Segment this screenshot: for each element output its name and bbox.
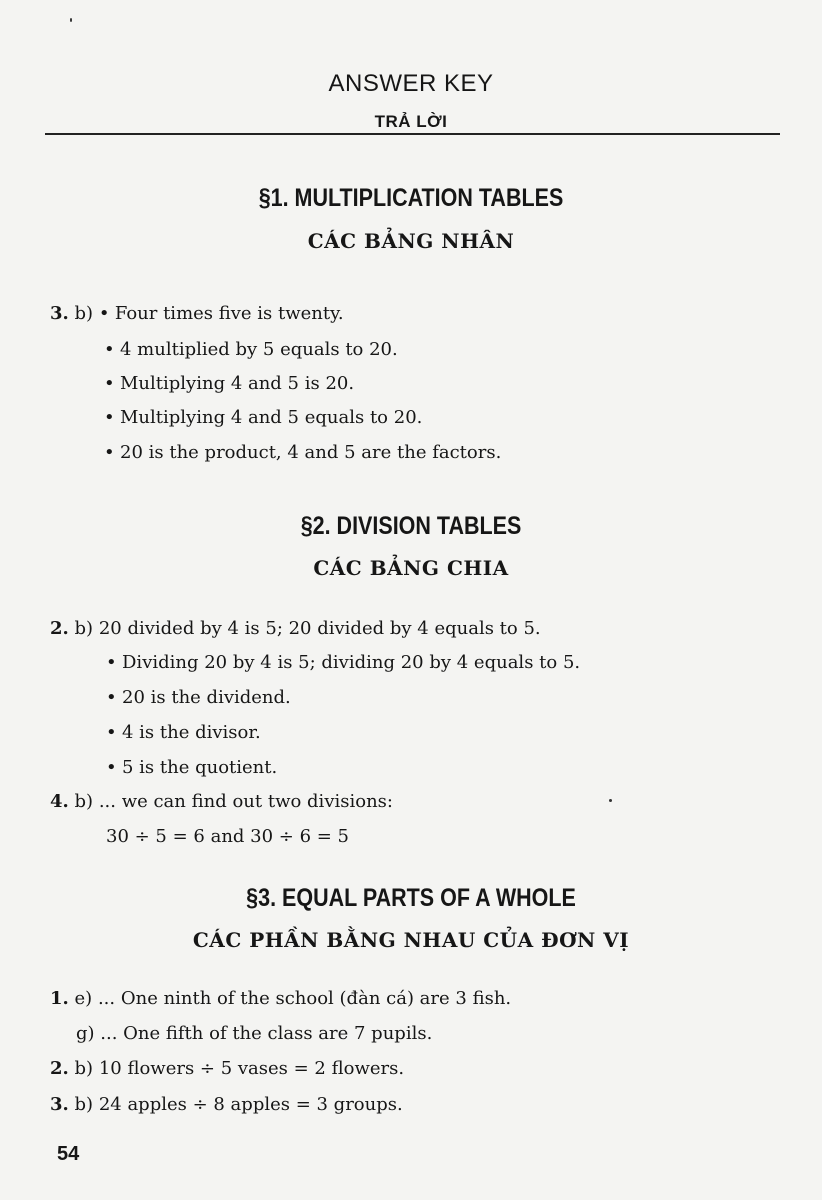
bullet-icon: • bbox=[98, 303, 110, 324]
section-3-title: §3. EQUAL PARTS OF A WHOLE bbox=[246, 884, 576, 912]
exercise-number: 1. bbox=[50, 988, 69, 1009]
answer-line bbox=[104, 339, 398, 360]
exercise-number: 2. bbox=[50, 1058, 69, 1079]
section-2-subtitle: CÁC BẢNG CHIA bbox=[313, 556, 509, 580]
section-1-title: §1. MULTIPLICATION TABLES bbox=[258, 184, 564, 212]
answer-line bbox=[104, 407, 422, 428]
bullet-icon: • bbox=[104, 407, 115, 428]
bullet-icon: • bbox=[104, 373, 115, 394]
answer-text: ... we can find out two divisions: bbox=[98, 791, 393, 812]
answer-text: Dividing 20 by 4 is 5; dividing 20 by 4 equals to 5. bbox=[122, 652, 581, 673]
item-label: b) bbox=[74, 1058, 94, 1079]
header-divider bbox=[45, 133, 780, 135]
answer-text: 20 divided by 4 is 5; 20 divided by 4 equals to 5. bbox=[98, 618, 541, 639]
answer-line bbox=[50, 1094, 403, 1115]
answer-line bbox=[106, 652, 580, 673]
answer-key-title: ANSWER KEY bbox=[328, 70, 494, 97]
answer-line bbox=[104, 373, 354, 394]
answer-text: Multiplying 4 and 5 equals to 20. bbox=[120, 407, 423, 428]
bullet-icon: • bbox=[106, 757, 117, 778]
answer-line bbox=[76, 1023, 432, 1044]
answer-text: Multiplying 4 and 5 is 20. bbox=[120, 373, 355, 394]
answer-line bbox=[106, 757, 277, 778]
item-label: g) bbox=[76, 1023, 95, 1044]
answer-line bbox=[106, 826, 349, 847]
section-1-subtitle: CÁC BẢNG NHÂN bbox=[307, 229, 515, 253]
answer-key-subtitle: TRẢ LỜI bbox=[374, 112, 448, 131]
exercise-number: 2. bbox=[50, 618, 69, 639]
item-label: b) bbox=[74, 1094, 94, 1115]
answer-line bbox=[50, 791, 393, 812]
answer-text: 20 is the dividend. bbox=[122, 687, 291, 708]
answer-text: ... One fifth of the class are 7 pupils. bbox=[100, 1023, 433, 1044]
item-label: b) bbox=[74, 618, 94, 639]
exercise-number: 4. bbox=[50, 791, 69, 812]
page-number: 54 bbox=[57, 1143, 80, 1165]
answer-line bbox=[50, 1058, 404, 1079]
answer-text: 24 apples ÷ 8 apples = 3 groups. bbox=[98, 1094, 403, 1115]
item-label: e) bbox=[74, 988, 93, 1009]
section-2-title: §2. DIVISION TABLES bbox=[300, 512, 522, 540]
scan-speck bbox=[609, 799, 612, 802]
answer-line bbox=[50, 303, 344, 324]
answer-text: 5 is the quotient. bbox=[122, 757, 278, 778]
answer-text: 4 is the divisor. bbox=[122, 722, 261, 743]
bullet-icon: • bbox=[106, 722, 117, 743]
item-label: b) bbox=[74, 303, 94, 324]
scan-speck bbox=[70, 18, 72, 22]
bullet-icon: • bbox=[104, 339, 115, 360]
bullet-icon: • bbox=[104, 442, 115, 463]
answer-text: ... One ninth of the school (đàn cá) are 3 fish. bbox=[97, 988, 512, 1009]
bullet-icon: • bbox=[106, 687, 117, 708]
answer-line bbox=[106, 722, 261, 743]
answer-text: Four times five is twenty. bbox=[114, 303, 344, 324]
answer-line bbox=[106, 687, 291, 708]
answer-text: 10 flowers ÷ 5 vases = 2 flowers. bbox=[98, 1058, 405, 1079]
answer-line bbox=[104, 442, 501, 463]
answer-line bbox=[50, 988, 511, 1009]
exercise-number: 3. bbox=[50, 303, 69, 324]
answer-text: 4 multiplied by 5 equals to 20. bbox=[120, 339, 398, 360]
section-3-subtitle: CÁC PHẦN BẰNG NHAU CỦA ĐƠN VỊ bbox=[192, 928, 630, 952]
bullet-icon: • bbox=[106, 652, 117, 673]
exercise-number: 3. bbox=[50, 1094, 69, 1115]
answer-text: 20 is the product, 4 and 5 are the factors. bbox=[120, 442, 502, 463]
item-label: b) bbox=[74, 791, 94, 812]
answer-text: 30 ÷ 5 = 6 and 30 ÷ 6 = 5 bbox=[106, 826, 350, 847]
answer-line bbox=[50, 618, 541, 639]
